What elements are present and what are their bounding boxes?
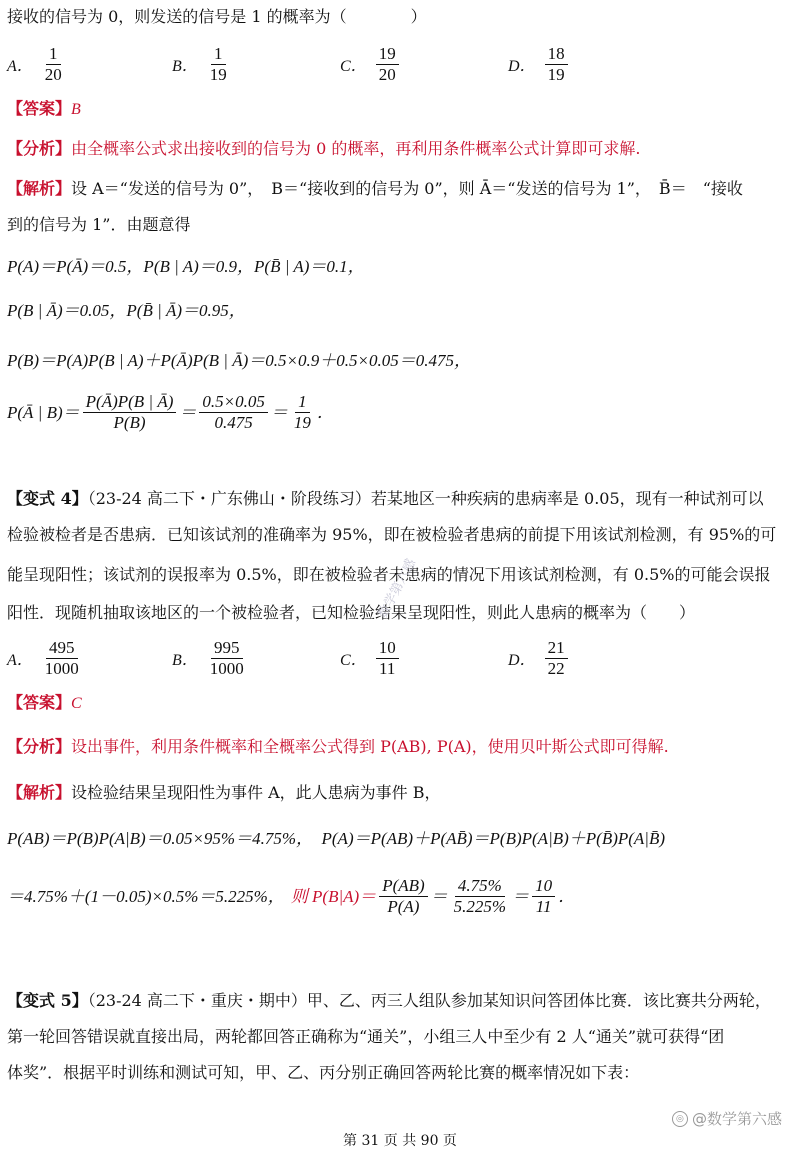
variant4-stem-3: 能呈现阳性；该试剂的误报率为 0.5%，即在被检验者未患病的情况下用该试剂检测，有 0.5%的可能会误报 bbox=[7, 565, 771, 584]
variant4-equation-2: ＝4.75%＋(1－0.05)×0.5%＝5.225%， 则 P(B|A)＝ $\frac{P(AB)}{P(A)}$ ＝ $\frac{4.75\%}{5.225\%}$ ＝ $\frac{10}{11}$ ． bbox=[7, 876, 576, 916]
variant4-analysis: 【分析】设出事件，利用条件概率和全概率公式得到 P(AB), P(A)，使用贝叶斯公式即可得解. bbox=[7, 737, 669, 756]
variant4-option-d: D． $\frac{21}{22}$ bbox=[508, 638, 571, 679]
corner-brand: ◎ @数学第六感 bbox=[672, 1108, 782, 1129]
option-c: C． $\frac{19}{20}$ bbox=[340, 44, 402, 85]
analysis-line: 【分析】由全概率公式求出接收到的信号为 0 的概率，再利用条件概率公式计算即可求解. bbox=[7, 139, 641, 158]
solution-line-1: 【解析】设 A＝“发送的信号为 0”， B＝“接收到的信号为 0”，则 Ā＝“发送的信号为 1”， B̄＝ “接收 bbox=[7, 179, 743, 198]
variant4-solution: 【解析】设检验结果呈现阳性为事件 A，此人患病为事件 B， bbox=[7, 783, 441, 802]
answer-line: 【答案】B bbox=[7, 99, 81, 118]
equation-3: P(B)＝P(A)P(B | A)＋P(Ā)P(B | Ā)＝0.5×0.9＋0.5×0.05＝0.475， bbox=[7, 351, 471, 370]
variant4-option-c: C． $\frac{10}{11}$ bbox=[340, 638, 402, 679]
equation-1: P(A)＝P(Ā)＝0.5，P(B | A)＝0.9，P(B̄ | A)＝0.1， bbox=[7, 257, 365, 276]
variant4-option-b: B． $\frac{995}{1000}$ bbox=[172, 638, 244, 678]
brand-icon: ◎ bbox=[672, 1111, 688, 1127]
option-b: B． $\frac{1}{19}$ bbox=[172, 44, 227, 84]
variant5-stem-3: 体奖”．根据平时训练和测试可知，甲、乙、丙分别正确回答两轮比赛的概率情况如下表： bbox=[7, 1063, 640, 1082]
variant4-stem-2: 检验被检者是否患病．已知该试剂的准确率为 95%，即在被检验者患病的前提下用该试剂检测，有 95%的可 bbox=[7, 525, 777, 544]
variant4-stem-1: 【变式 4】（23-24 高二下・广东佛山・阶段练习）若某地区一种疾病的患病率是 0.05，现有一种试剂可以 bbox=[7, 489, 764, 508]
variant5-stem-1: 【变式 5】（23-24 高二下・重庆・期中）甲、乙、丙三人组队参加某知识问答团体比赛．该比赛共分两轮， bbox=[7, 991, 771, 1010]
equation-4: P(Ā | B)＝ $\frac{P(Ā)P(B | Ā)}{P(B)}$ ＝ $\frac{0.5\times 0.05}{0.475}$ ＝ $\frac{1}{19}$ ． bbox=[7, 392, 334, 432]
question-stem: 接收的信号为 0，则发送的信号是 1 的概率为（ ） bbox=[7, 7, 427, 26]
watermark: 数学第六感 bbox=[375, 556, 420, 621]
option-d: D． $\frac{18}{19}$ bbox=[508, 44, 571, 85]
page-footer: 第 31 页 共 90 页 bbox=[343, 1133, 457, 1149]
variant4-stem-4: 阳性．现随机抽取该地区的一个被检验者，已知检验结果呈现阳性，则此人患病的概率为（ ） bbox=[7, 603, 696, 622]
variant4-answer: 【答案】C bbox=[7, 693, 82, 712]
solution-line-2: 到的信号为 1”．由题意得 bbox=[7, 215, 191, 234]
option-a: A． $\frac{1}{20}$ bbox=[7, 44, 62, 84]
variant4-equation-1: P(AB)＝P(B)P(A|B)＝0.05×95%＝4.75%， P(A)＝P(AB)＋P(AB̄)＝P(B)P(A|B)＋P(B̄)P(A|B̄) bbox=[7, 829, 666, 848]
equation-2: P(B | Ā)＝0.05，P(B̄ | Ā)＝0.95， bbox=[7, 301, 246, 320]
variant4-option-a: A． $\frac{495}{1000}$ bbox=[7, 638, 79, 678]
variant5-stem-2: 第一轮回答错误就直接出局，两轮都回答正确称为“通关”，小组三人中至少有 2 人“通关”就可获得“团 bbox=[7, 1027, 725, 1046]
